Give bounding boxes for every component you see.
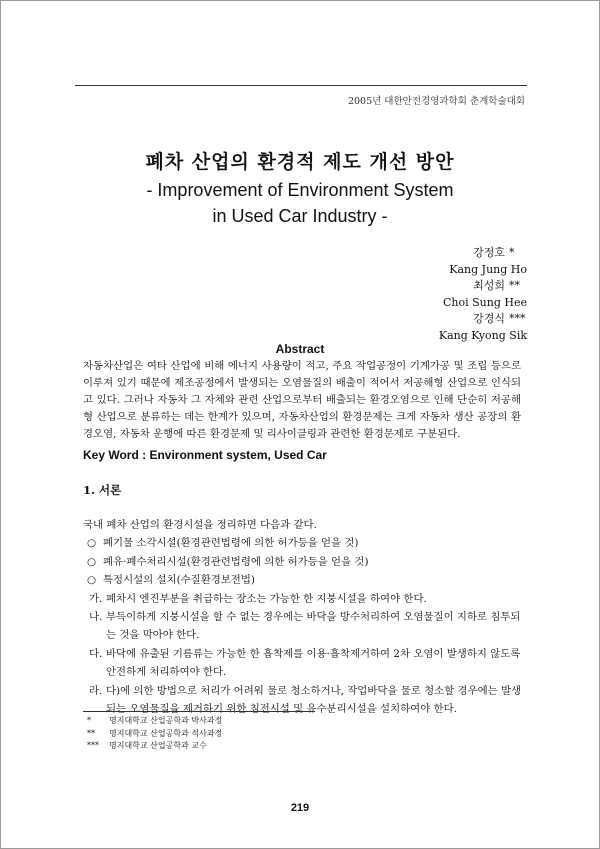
section-body [83,516,523,718]
author-english-name: Choi Sung Hee [443,295,527,309]
author-affiliation-mark: * [509,246,515,259]
author-korean-name: 강경식 *** [307,311,527,328]
footnotes [87,715,222,753]
page-number: 219 [290,802,310,814]
author-english-name: Kang Jung Ho [449,262,527,276]
english-title [1,177,599,229]
section-intro: 국내 폐차 산업의 환경시설을 정리하면 다음과 같다. [83,519,317,531]
author-korean-name: 최성희 ** [307,278,527,295]
english-title-line-1: - Improvement of Environment System [146,180,454,200]
abstract-heading: Abstract [275,342,325,356]
korean-title: 폐차 산업의 환경적 제도 개선 방안 [145,151,455,173]
requirement-item: 가. 폐차시 엔진부분을 취급하는 장소는 가능한 한 지붕시설을 하여야 한다. [83,590,523,608]
english-title-line-2: in Used Car Industry - [212,206,388,226]
item-marker: 가. [89,592,103,605]
conference-header: 2005년 대한안전경영과학회 춘계학술대회 [347,96,525,107]
requirement-item: 나. 부득이하게 지붕시설을 할 수 없는 경우에는 바닥을 방수처리하여 오염물질이 지하로 침투되는 것을 막아야 한다. [83,608,523,645]
circle-bullet-icon: ○ [87,537,97,550]
circle-bullet-icon: ○ [87,555,97,568]
author-affiliation-mark: *** [509,312,526,325]
author-affiliation-mark: ** [509,279,520,292]
facility-bullet: ○ 폐유·폐수처리시설(환경관련법령에 의한 허가등을 얻을 것) [83,553,523,571]
facility-bullet: ○ 폐기물 소각시설(환경관련법령에 의한 허가등을 얻을 것) [83,534,523,552]
author-list [307,245,527,344]
item-marker: 다. [89,647,103,660]
item-marker: 나. [89,611,103,624]
footnote: *** 명지대학교 산업공학과 교수 [87,741,207,750]
item-marker: 라. [89,684,103,697]
section-heading: 1. 서론 [83,483,122,497]
author-english-name: Kang Kyong Sik [438,328,527,342]
requirement-item: 다. 바닥에 유출된 기름류는 가능한 한 흡착제를 이용·흡착제거하여 2차 오염이 발생하지 않도록 안전하게 처리하여야 한다. [83,645,523,682]
facility-bullet: ○ 특정시설의 설치(수질환경보전법) [83,571,523,589]
requirement-item: 라. 다)에 의한 방법으로 처리가 어려워 물로 청소하거나, 작업바닥을 물로 청소할 경우에는 발생되는 오염물질을 제거하기 위한 침전시설 및 유수분리시설을 설치하여야 한다. [83,682,523,719]
footnote-rule [83,711,315,712]
footnote: * 명지대학교 산업공학과 박사과정 [87,716,223,725]
circle-bullet-icon: ○ [87,574,97,587]
abstract-text: 자동차산업은 여타 산업에 비해 에너지 사용량이 적고, 주요 작업공정이 기계가공 및 조립 등으로 이루져 있기 때문에 제조공정에서 발생되는 오염물질의 배출이 적어서 저공해형 산업으로 인식되고 있다. 그러나 자동차 그 자체와 관련 산업으로부터 배출되는 환경오염으로 인해 단순히 저공해형 산업으로 분류하는 데는 한계가 있으며, 자동차산업의 환경문제는 크게 자동차 생산 공장의 환경오염, 자동차 운행에 따른 환경문제 및 리사이클링과 관련한 환경문제로 구분된다. [83,360,521,440]
author-korean-name: 강정호 * [307,245,527,262]
keywords: Key Word : Environment system, Used Car [83,448,327,462]
header-rule [75,85,527,86]
footnote: ** 명지대학교 산업공학과 석사과정 [87,728,223,738]
